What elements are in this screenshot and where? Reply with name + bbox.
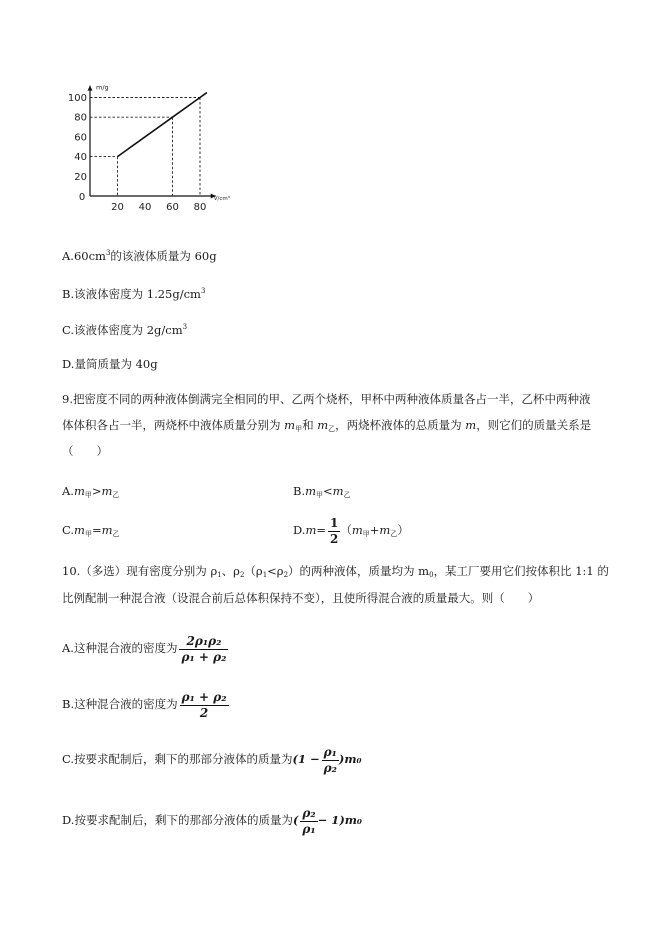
q8-option-b-sup: 3 (200, 287, 206, 295)
x-tick-label: 40 (138, 202, 152, 213)
q9-opt-c-m2: m (101, 523, 113, 537)
q10-opt-d-den: ρ₁ (302, 821, 316, 836)
y-tick-label: 20 (74, 171, 87, 183)
q10-opt-c-text: C.按要求配制后，剩下的那部分液体的质量为 (62, 752, 293, 766)
q9-opt-c-prefix: C. (62, 523, 75, 537)
q10-l1-a: 10.（多选）现有密度分别为 ρ (62, 564, 218, 578)
q10-l1-s4: 2 (283, 571, 289, 579)
q9-opt-c-s2: 乙 (112, 530, 120, 538)
q10-stem-line2: 比例配制一种混合液（设混合前后总体积保持不变），且使所得混合液的质量最大。则（ ） (62, 591, 540, 605)
q10-l1-c: （ρ (244, 564, 263, 578)
q8-option-d-text: D.量筒质量为 40g (62, 357, 158, 371)
q9-opt-d-m: m (305, 523, 317, 537)
q9-opt-c-op: = (91, 523, 102, 537)
q9-line2-m1: m (284, 418, 296, 432)
q9-opt-d-eq: = (316, 523, 327, 537)
q9-opt-a-m2: m (101, 484, 113, 498)
q9-opt-a-op: > (91, 484, 102, 498)
q10-opt-b-text: B.这种混合液的密度为 (62, 697, 178, 711)
q9-opt-d-fraction (328, 516, 340, 547)
q10-opt-d-num: ρ₂ (302, 805, 316, 820)
x-axis-label: V/cm³ (213, 196, 230, 202)
q10-opt-d-text: D.按要求配制后，剩下的那部分液体的质量为 (62, 813, 293, 827)
q9-answer-paren: （ ） (62, 444, 108, 458)
q8-option-a-sup: 3 (105, 249, 111, 257)
q9-opt-c-m1: m (74, 523, 85, 537)
q10-opt-c-den: ρ₂ (323, 760, 337, 775)
q10-option-c[interactable] (62, 741, 362, 777)
q9-option-d[interactable] (293, 513, 409, 551)
q10-option-d[interactable] (62, 802, 362, 838)
x-tick-label: 60 (166, 202, 179, 213)
q9-opt-d-tm2: m (379, 523, 391, 537)
q10-opt-c-open: (1 − (292, 752, 320, 766)
x-tick-label: 80 (193, 202, 207, 213)
q9-opt-b-s1: 甲 (316, 491, 324, 499)
q10-opt-c-close: )m₀ (338, 752, 362, 766)
q9-opt-d-ts2: 乙 (390, 530, 398, 538)
q10-opt-a-text: A.这种混合液的密度为 (62, 641, 178, 655)
q10-opt-b-den: 2 (199, 705, 209, 720)
q9-line2-c: ，则它们的质量关系是 (476, 418, 592, 432)
q10-l1-s3: 1 (262, 571, 268, 579)
q9-opt-a-s2: 乙 (112, 491, 120, 499)
q9-opt-c-s1: 甲 (84, 530, 92, 538)
q10-l1-f: ，某工厂要用它们按体积比 1:1 的 (433, 564, 609, 578)
q9-line2-sub1: 甲 (295, 425, 303, 433)
q10-opt-d-open: ( (292, 813, 299, 827)
data-line (118, 93, 207, 157)
q9-line2-and: 和 (302, 418, 314, 432)
q9-option-c[interactable] (62, 522, 120, 542)
q10-l1-s5: 0 (429, 571, 434, 579)
q10-opt-c-num: ρ₁ (323, 744, 337, 759)
q9-opt-d-ts1: 甲 (362, 530, 370, 538)
q9-opt-b-op: < (323, 484, 333, 498)
q9-option-a[interactable] (62, 483, 119, 503)
q9-stem-line2 (62, 417, 591, 437)
q10-opt-b-fraction (180, 690, 229, 721)
q9-opt-b-m1: m (305, 484, 317, 498)
q8-option-b[interactable] (62, 283, 205, 302)
q10-opt-d-fraction (300, 806, 317, 837)
q10-l1-d: <ρ (267, 564, 284, 578)
q10-l1-s1: 1 (217, 571, 222, 579)
q8-option-a[interactable] (62, 245, 217, 264)
q9-opt-a-s1: 甲 (84, 491, 92, 499)
q9-stem-line1: 9.把密度不同的两种液体倒满完全相同的甲、乙两个烧杯，甲杯中两种液体质量各占一半，乙杯中两种液 (62, 392, 591, 406)
y-tick-label: 80 (74, 112, 87, 124)
q10-l1-s2: 2 (239, 571, 245, 579)
q9-line2-m3: m (465, 418, 477, 432)
q9-option-b[interactable] (293, 483, 351, 503)
q8-option-a-text: A.60cm (62, 249, 106, 263)
q9-opt-d-tm1: m (351, 523, 363, 537)
q9-opt-d-den: 2 (330, 531, 339, 546)
q9-opt-a-m1: m (73, 484, 85, 498)
q8-option-d[interactable] (62, 356, 158, 372)
q9-opt-d-num: 1 (330, 515, 339, 530)
x-tick-label: 20 (111, 202, 124, 213)
q9-opt-d-plus: + (369, 523, 380, 537)
q10-opt-c-fraction (322, 745, 339, 776)
q10-opt-b-num: ρ₁ + ρ₂ (181, 689, 227, 704)
q9-line2-b: ，两烧杯液体的总质量为 (335, 418, 462, 432)
y-tick-label: 40 (74, 152, 87, 164)
q8-option-c-text: C.该液体密度为 2g/cm (62, 323, 183, 337)
q8-option-a-tail: 的该液体质量为 60g (110, 249, 217, 263)
q8-option-b-text: B.该液体密度为 1.25g/cm (62, 287, 201, 301)
q9-opt-b-s2: 乙 (343, 491, 351, 499)
q9-opt-d-open: （ (340, 523, 352, 537)
q10-opt-a-den: ρ₁ + ρ₂ (181, 649, 227, 664)
q9-opt-a-prefix: A. (62, 484, 74, 498)
q10-opt-d-close: − 1)m₀ (317, 813, 362, 827)
q10-stem-line1 (62, 563, 609, 583)
y-tick-label: 60 (74, 132, 87, 144)
q10-l1-b: 、ρ (221, 564, 240, 578)
q9-opt-d-close: ） (397, 523, 409, 537)
mass-volume-chart (60, 60, 240, 220)
q10-l1-e: ）的两种液体，质量均为 m (288, 564, 430, 578)
q9-line2-a: 体体积各占一半，两烧杯中液体质量分别为 (62, 418, 281, 432)
y-axis-arrow (88, 86, 93, 91)
q9-opt-b-prefix: B. (293, 484, 306, 498)
q9-line2-sub2: 乙 (328, 425, 336, 433)
q8-option-c[interactable] (62, 319, 187, 338)
q10-opt-a-fraction (179, 634, 228, 665)
origin-label: 0 (78, 192, 86, 203)
q10-option-b[interactable] (62, 686, 229, 722)
q9-opt-b-m2: m (332, 484, 344, 498)
y-tick-label: 100 (67, 93, 87, 104)
q9-line2-m2: m (317, 418, 329, 432)
q9-opt-d-prefix: D. (293, 523, 306, 537)
q10-opt-a-num: 2ρ₁ρ₂ (179, 634, 228, 650)
y-axis-label: m/g (96, 83, 109, 92)
q8-option-c-sup: 3 (182, 323, 188, 331)
q10-option-a[interactable] (62, 630, 228, 666)
